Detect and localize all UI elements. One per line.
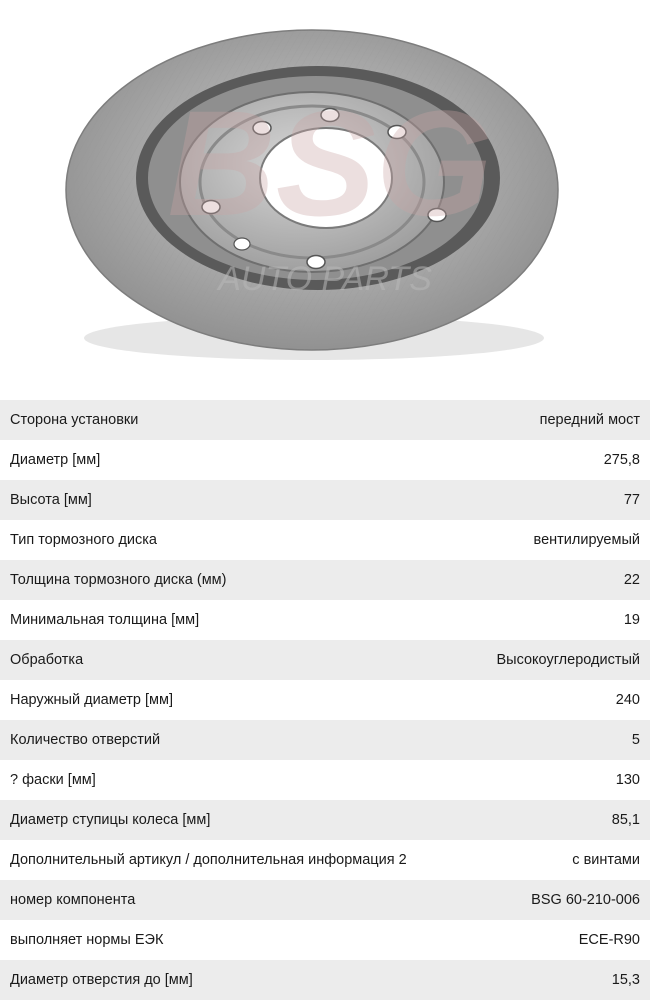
spec-value: 22 [623,572,640,588]
spec-value: 19 [623,612,640,628]
spec-row [0,840,650,880]
spec-row [0,920,650,960]
spec-row [0,560,650,600]
spec-label: Наружный диаметр [мм] [10,692,174,708]
spec-label: Дополнительный артикул / дополнительная информация 2 [10,852,407,868]
spec-table [0,400,650,1000]
spec-label: Диаметр отверстия до [мм] [10,972,193,988]
spec-row [0,600,650,640]
spec-value: 130 [615,772,640,788]
spec-value: BSG 60-210-006 [531,892,640,908]
spec-value: ECE-R90 [578,932,640,948]
spec-row [0,480,650,520]
spec-value: 5 [631,732,640,748]
watermark-logo: BSG [167,79,493,247]
spec-label: Минимальная толщина [мм] [10,612,200,628]
spec-label: Диаметр [мм] [10,452,101,468]
spec-label: Диаметр ступицы колеса [мм] [10,812,211,828]
spec-value: 275,8 [603,452,640,468]
spec-row [0,760,650,800]
spec-value: 85,1 [611,812,640,828]
spec-value: 77 [623,492,640,508]
spec-row [0,960,650,1000]
spec-label: Высота [мм] [10,492,92,508]
spec-row [0,800,650,840]
spec-value: вентилируемый [533,532,640,548]
spec-row [0,880,650,920]
product-photo [0,0,650,400]
spec-row [0,520,650,560]
watermark-subtitle: AUTO PARTS [218,260,432,298]
spec-row [0,680,650,720]
spec-label: Обработка [10,652,84,668]
spec-value: Высокоуглеродистый [496,652,640,668]
spec-label: Сторона установки [10,412,139,428]
spec-value: с винтами [572,852,640,868]
spec-label: номер компонента [10,892,136,908]
spec-label: Толщина тормозного диска (мм) [10,572,227,588]
spec-value: 240 [615,692,640,708]
spec-row [0,440,650,480]
spec-value: 15,3 [611,972,640,988]
spec-label: ? фаски [мм] [10,772,96,788]
spec-label: Тип тормозного диска [10,532,157,548]
spec-row [0,640,650,680]
spec-value: передний мост [539,412,640,428]
brake-disc-image [0,0,650,400]
spec-row [0,720,650,760]
spec-label: выполняет нормы ЕЭК [10,932,164,948]
spec-row [0,400,650,440]
spec-label: Количество отверстий [10,732,161,748]
